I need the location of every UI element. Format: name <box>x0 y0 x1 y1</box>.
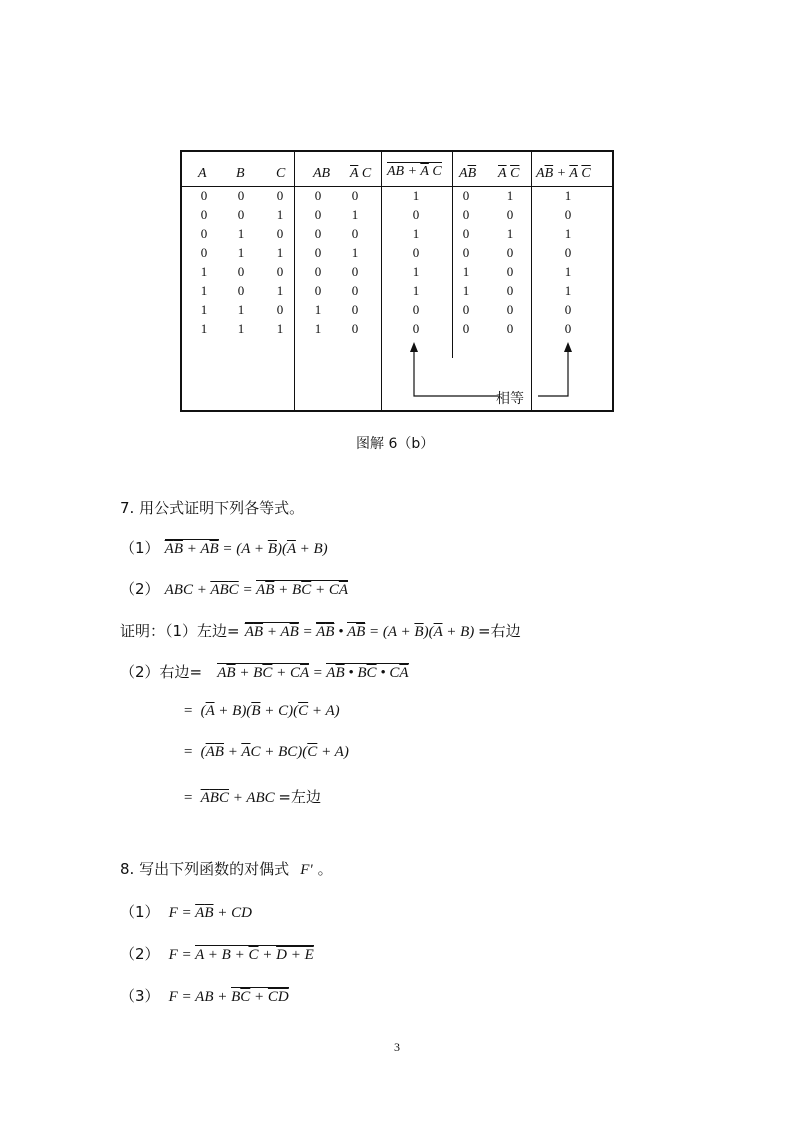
table-cell: 1 <box>462 283 470 298</box>
q8-3-expression: F = AB + $B\overline{C} + \overline{CD}$ <box>168 989 289 1005</box>
proof-2-line-3: = $(\overline{A}\overline{B} + \overline{A}C + BC)(\overline{C} + A)$ <box>183 744 349 760</box>
table-cell: 0 <box>276 226 284 241</box>
table-cell: 1 <box>200 321 208 336</box>
proof-2-conclusion: =左边 <box>278 788 321 806</box>
table-cell: 1 <box>237 321 245 336</box>
table-cell: 1 <box>351 207 359 222</box>
table-cell: 0 <box>237 207 245 222</box>
table-cell: 0 <box>314 188 322 203</box>
table-cell: 1 <box>276 283 284 298</box>
q8-title-line <box>120 858 333 879</box>
table-cell: 1 <box>506 188 514 203</box>
table-cell: 0 <box>351 302 359 317</box>
q8-title-end: 。 <box>317 860 333 878</box>
table-cell: 0 <box>506 245 514 260</box>
header-b: B <box>236 166 245 181</box>
proof-2-line-2: = $(\overline{A} + B)(\overline{B} + C)(\overline{C} + A)$ <box>183 703 340 719</box>
table-cell: 1 <box>314 321 322 336</box>
table-cell: 0 <box>564 245 572 260</box>
table-cell: 0 <box>314 283 322 298</box>
proof-label: 证明：（1）左边= <box>120 622 240 640</box>
table-cell: 0 <box>564 207 572 222</box>
arrow-left-line <box>414 350 498 396</box>
table-cell: 0 <box>276 302 284 317</box>
table-cell: 0 <box>351 321 359 336</box>
table-cell: 1 <box>314 302 322 317</box>
table-cell: 0 <box>237 283 245 298</box>
table-cell: 0 <box>351 188 359 203</box>
proof-2-expression-1: $A\overline{B} + B\overline{C} + C\overline{A} = A\overline{B}$ • $B\overline{C}$ • $C\overline{A}$ <box>217 665 409 681</box>
q8-title: 8. 写出下列函数的对偶式 <box>120 860 290 878</box>
table-cell: 0 <box>314 264 322 279</box>
q8-1-expression: $F = \overline{A}\overline{B}$ + CD <box>168 905 252 921</box>
table-cell: 0 <box>462 188 470 203</box>
equal-label: 相等 <box>496 391 524 407</box>
proof-1 <box>120 620 521 641</box>
q8-item-3 <box>120 985 289 1006</box>
table-cell: 0 <box>237 188 245 203</box>
table-cell: 0 <box>351 226 359 241</box>
table-cell: 1 <box>351 245 359 260</box>
table-cell: 0 <box>412 321 420 336</box>
table-cell: 0 <box>506 321 514 336</box>
table-cell: 1 <box>200 302 208 317</box>
q8-item-2 <box>120 943 314 964</box>
table-cell: 0 <box>314 207 322 222</box>
proof-2-expression-4: = $\overline{A}\overline{B}\overline{C}$ + ABC <box>183 790 279 806</box>
equality-arrows <box>182 152 612 410</box>
arrow-right-line <box>538 350 568 396</box>
q8-item-1 <box>120 901 252 922</box>
table-cell: 0 <box>276 264 284 279</box>
table-cell: 1 <box>462 264 470 279</box>
arrow-right-head <box>564 342 572 352</box>
table-cell: 0 <box>412 207 420 222</box>
table-cell: 0 <box>351 283 359 298</box>
q7-2-expression: ABC + $\overline{A}\overline{B}\overline{C} = A\overline{B} + B\overline{C} + C\overline{A}$ <box>164 582 349 598</box>
table-cell: 1 <box>237 245 245 260</box>
table-cell: 0 <box>506 302 514 317</box>
table-cell: 0 <box>237 264 245 279</box>
truth-table <box>180 150 614 412</box>
table-cell: 0 <box>564 321 572 336</box>
table-cell: 0 <box>462 226 470 241</box>
table-cell: 0 <box>200 188 208 203</box>
table-cell: 1 <box>506 226 514 241</box>
table-cell: 0 <box>200 245 208 260</box>
table-cell: 0 <box>462 207 470 222</box>
page-number: 3 <box>394 1040 400 1054</box>
table-cell: 0 <box>351 264 359 279</box>
table-cell: 0 <box>506 283 514 298</box>
header-not-a-c: $\overline{A}$ C <box>350 166 372 181</box>
table-cell: 0 <box>462 302 470 317</box>
table-cell: 0 <box>462 321 470 336</box>
table-cell: 1 <box>564 283 572 298</box>
table-cell: 1 <box>237 302 245 317</box>
item-label: （1） <box>120 903 160 921</box>
table-cell: 0 <box>564 302 572 317</box>
table-cell: 1 <box>564 188 572 203</box>
figure-caption: 图解 6（b） <box>356 436 435 452</box>
table-cell: 1 <box>200 264 208 279</box>
item-label: （2） <box>120 945 160 963</box>
header-a-not-b: $A\overline{B}$ <box>459 166 477 181</box>
arrow-left-head <box>410 342 418 352</box>
header-a-not-b-plus-not-a-not-c: $A\overline{B} + \overline{A}$ $\overline{C}$ <box>536 166 591 181</box>
header-ab: AB <box>313 166 331 181</box>
table-cell: 1 <box>412 226 420 241</box>
q7-item-2 <box>120 578 348 599</box>
header-not-a-not-c: $\overline{A}$ $\overline{C}$ <box>498 166 520 181</box>
table-cell: 1 <box>564 264 572 279</box>
table-cell: 1 <box>276 245 284 260</box>
proof-1-expression: $\overline{A}\overline{B} + A\overline{B} = \overline{A}\overline{B}$ • $A\overline{B} = (A + \overline{B})(\overline{A} + B)$ <box>244 624 479 640</box>
proof-2-line-1 <box>120 661 409 682</box>
header-a: A <box>198 166 207 181</box>
table-cell: 1 <box>564 226 572 241</box>
proof-2-line-4 <box>183 786 321 807</box>
table-cell: 0 <box>200 207 208 222</box>
table-cell: 0 <box>506 207 514 222</box>
header-c: C <box>276 166 286 181</box>
table-cell: 1 <box>412 264 420 279</box>
table-cell: 1 <box>412 283 420 298</box>
q8-2-expression: $F = A + B + \overline{C} + D + E$ <box>168 947 314 963</box>
item-label: （3） <box>120 987 160 1005</box>
table-cell: 0 <box>462 245 470 260</box>
table-cell: 0 <box>200 226 208 241</box>
q7-item-1 <box>120 537 328 558</box>
table-cell: 1 <box>237 226 245 241</box>
table-cell: 0 <box>506 264 514 279</box>
table-cell: 1 <box>412 188 420 203</box>
table-cell: 1 <box>276 321 284 336</box>
table-cell: 0 <box>314 226 322 241</box>
q7-1-expression: $\overline{A}\overline{B} + A\overline{B} = (A + \overline{B})(\overline{A} + B)$ <box>164 541 328 557</box>
table-cell: 1 <box>200 283 208 298</box>
proof-label: （2）右边= <box>120 663 203 681</box>
f-prime: F' <box>300 862 313 878</box>
proof-1-conclusion: =右边 <box>478 622 521 640</box>
item-label: （2） <box>120 580 160 598</box>
q7-title: 7. 用公式证明下列各等式。 <box>120 499 305 517</box>
table-cell: 0 <box>412 245 420 260</box>
table-cell: 0 <box>314 245 322 260</box>
header-not-ab-plus-not-a-c: AB + $\overline{A}$ C <box>387 164 442 179</box>
table-cell: 0 <box>276 188 284 203</box>
table-cell: 0 <box>412 302 420 317</box>
table-cell: 1 <box>276 207 284 222</box>
item-label: （1） <box>120 539 160 557</box>
